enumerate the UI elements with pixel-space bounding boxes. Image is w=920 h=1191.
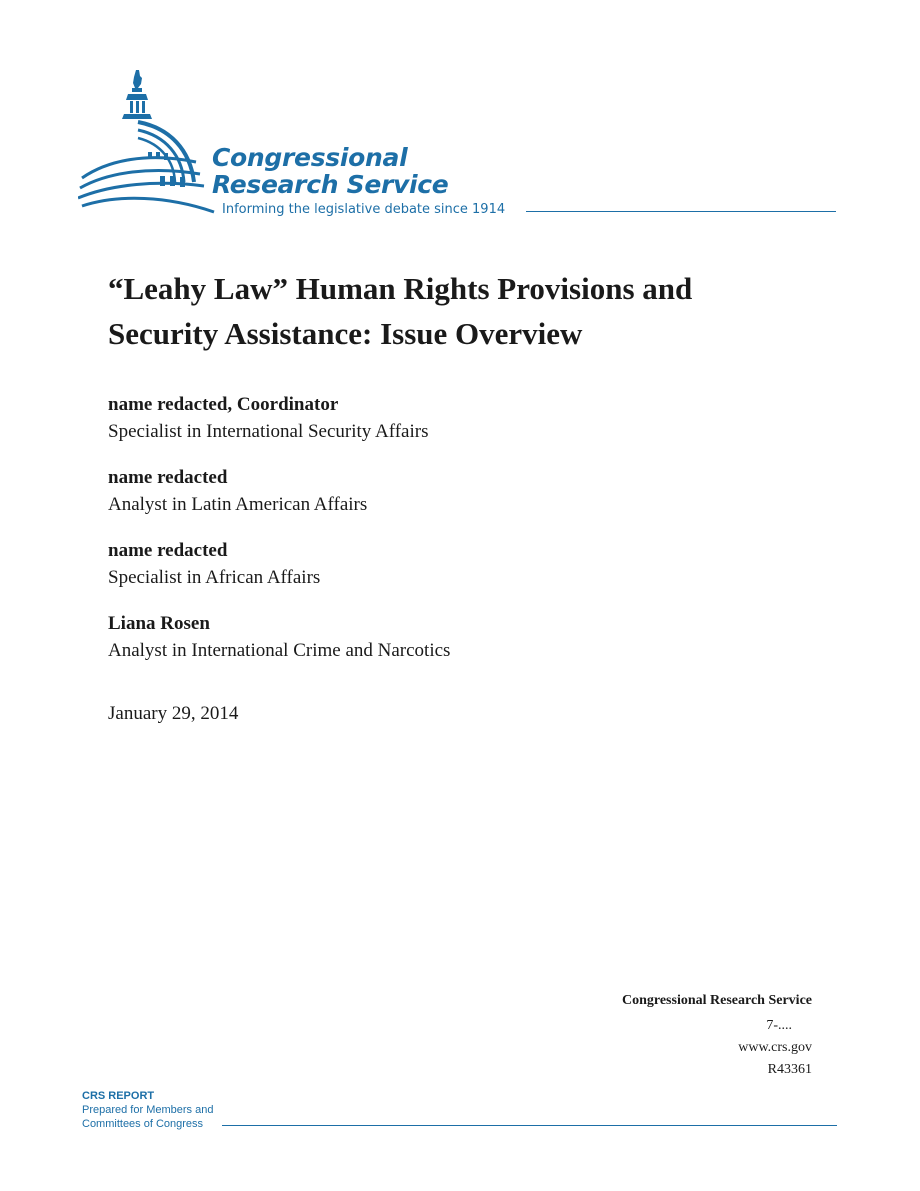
author-entry xyxy=(108,465,708,519)
capitol-dome-icon xyxy=(78,66,218,216)
author-role: Specialist in African Affairs xyxy=(108,567,321,588)
author-entry xyxy=(108,538,708,592)
publisher-info xyxy=(622,990,812,1081)
author-name: name redacted xyxy=(108,467,228,488)
publisher-phone: 7-.... xyxy=(766,1018,792,1033)
publication-date: January 29, 2014 xyxy=(108,703,239,724)
document-title-line1: “Leahy Law” Human Rights Provisions and xyxy=(108,271,693,306)
author-entry xyxy=(108,611,708,665)
report-number: R43361 xyxy=(767,1062,812,1077)
org-name-line1: Congressional xyxy=(212,143,408,172)
document-title xyxy=(108,266,828,356)
footer-divider xyxy=(222,1125,837,1126)
report-footer xyxy=(82,1089,837,1133)
org-name-line2: Research Service xyxy=(212,170,449,199)
author-role: Specialist in International Security Affairs xyxy=(108,421,429,442)
publisher-name: Congressional Research Service xyxy=(621,993,812,1008)
author-name: name redacted xyxy=(108,540,228,561)
header-divider xyxy=(526,211,836,212)
footer-line2: Committees of Congress xyxy=(82,1118,204,1130)
document-title-line2: Security Assistance: Issue Overview xyxy=(108,316,583,351)
author-role: Analyst in Latin American Affairs xyxy=(108,494,368,515)
author-name: name redacted, Coordinator xyxy=(108,394,339,415)
author-entry xyxy=(108,392,708,446)
author-role: Analyst in International Crime and Narcotics xyxy=(108,640,451,661)
author-list xyxy=(108,392,708,684)
footer-line1: Prepared for Members and xyxy=(82,1104,214,1116)
org-name xyxy=(212,144,448,198)
org-tagline: Informing the legislative debate since 1914 xyxy=(222,202,506,217)
footer-report-label: CRS REPORT xyxy=(82,1090,155,1102)
publisher-website-link[interactable]: www.crs.gov xyxy=(738,1040,812,1055)
crs-logo xyxy=(78,66,838,226)
author-name: Liana Rosen xyxy=(108,613,210,634)
